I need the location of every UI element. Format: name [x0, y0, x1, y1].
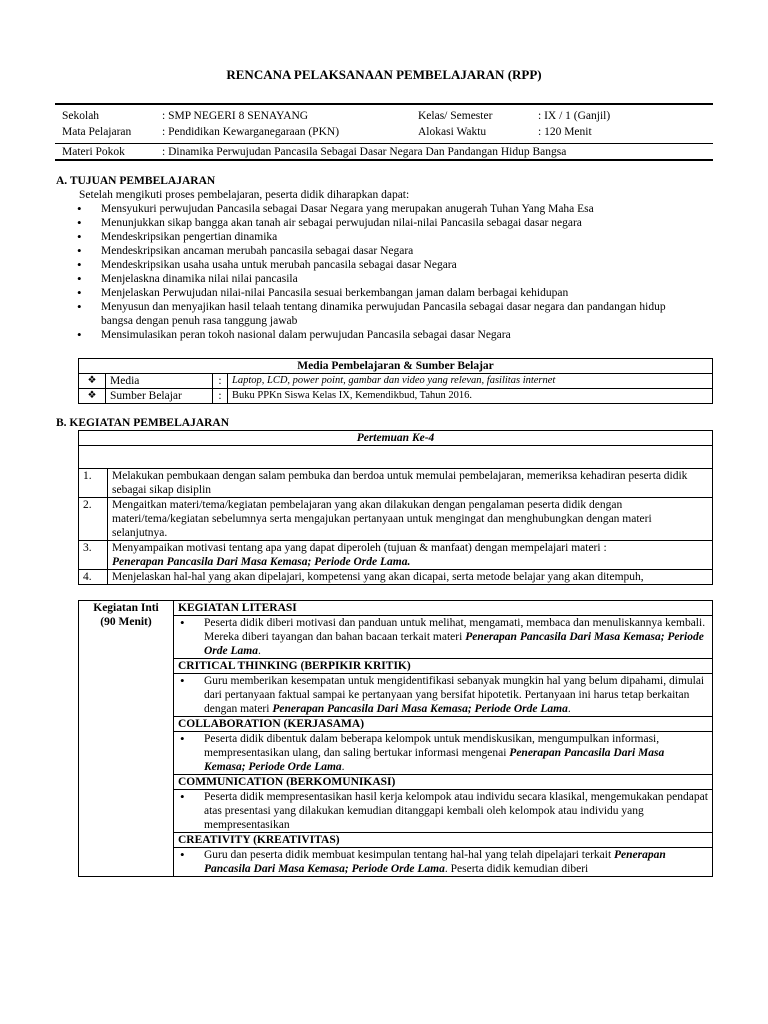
activity-heading: KEGIATAN LITERASI: [174, 601, 713, 616]
sumber-colon: :: [213, 389, 228, 404]
header-rule-top: [55, 103, 713, 105]
step-text-main: Menyampaikan motivasi tentang apa yang dapat diperoleh (tujuan & manfaat) dengan mempelajari materi :: [112, 542, 607, 554]
sekolah-label: Sekolah: [62, 110, 100, 122]
activity-body: [174, 674, 713, 717]
activity-emphasis: Penerapan Pancasila Dari Masa Kemasa; Periode Orde Lama: [272, 703, 568, 715]
activity-text: Guru dan peserta didik membuat kesimpulan tentang hal-hal yang telah dipelajari terkait: [204, 849, 615, 861]
materi-value: : Dinamika Perwujudan Pancasila Sebagai Dasar Negara Dan Pandangan Hidup Bangsa: [162, 146, 567, 158]
step-text: Mengaitkan materi/tema/kegiatan pembelajaran yang akan dilakukan dengan pengalaman peserta didik dengan materi/tema/kegiatan sebelumnya serta mengajukan pertanyaan untuk mengingat dan menghubungkan dengan materi selanjutnya.: [108, 498, 713, 541]
materi-label: Materi Pokok: [62, 146, 125, 158]
objectives-list: [79, 202, 699, 342]
objective-item: • Mendeskripsikan usaha usaha untuk merubah pancasila sebagai dasar Negara: [79, 258, 699, 272]
activity-heading: COLLABORATION (KERJASAMA): [174, 717, 713, 732]
sumber-label: Sumber Belajar: [106, 389, 213, 404]
step-text-emphasis: Penerapan Pancasila Dari Masa Kemasa; Periode Orde Lama.: [112, 556, 411, 568]
activity-emphasis: Penerapan Pancasila Dari Masa Kemasa; Periode Orde Lama: [204, 747, 665, 773]
activity-body: [174, 790, 713, 833]
header-rule-bottom: [55, 159, 713, 161]
sumber-value: Buku PPKn Siswa Kelas IX, Kemendikbud, Tahun 2016.: [228, 389, 713, 404]
media-table-header: Media Pembelajaran & Sumber Belajar: [79, 359, 713, 374]
kelas-label: Kelas/ Semester: [418, 110, 493, 122]
activity-body: [174, 732, 713, 775]
diamond-bullet-icon: ❖: [79, 389, 106, 404]
alokasi-value: : 120 Menit: [538, 126, 592, 138]
step-text: Melakukan pembukaan dengan salam pembuka dan berdoa untuk memulai pembelajaran, memeriksa kehadiran peserta didik sebagai sikap disiplin: [108, 469, 713, 498]
activity-text: Peserta didik mempresentasikan hasil kerja kelompok atau individu secara klasikal, mengemukakan pendapat atas presentasi yang dilakukan kemudian ditanggapi kembali oleh kelompok atau individu yang mempresentasikan: [204, 791, 708, 831]
step-text: [108, 541, 713, 570]
pertemuan-label: Pertemuan Ke-4: [79, 431, 713, 446]
alokasi-label: Alokasi Waktu: [418, 126, 487, 138]
section-a-intro: Setelah mengikuti proses pembelajaran, peserta didik diharapkan dapat:: [79, 189, 410, 201]
activity-heading: CRITICAL THINKING (BERPIKIR KRITIK): [174, 659, 713, 674]
diamond-bullet-icon: ❖: [79, 374, 106, 389]
step-number: 2.: [79, 498, 108, 541]
activity-text: Guru memberikan kesempatan untuk mengidentifikasi sebanyak mungkin hal yang belum dipahami, dimulai dari pertanyaan faktual sampai ke pertanyaan yang bersifat hipotetik. Pertanyaan ini harus tetap berkaitan dengan materi: [204, 675, 705, 715]
section-a-heading: A. TUJUAN PEMBELAJARAN: [56, 175, 216, 187]
step-number: 3.: [79, 541, 108, 570]
activity-tail: .: [257, 645, 261, 657]
sekolah-value: : SMP NEGERI 8 SENAYANG: [162, 110, 309, 122]
objective-item: • Mendeskripsikan ancaman merubah pancasila sebagai dasar Negara: [79, 244, 699, 258]
kegiatan-inti-table: [78, 600, 713, 877]
document-title: RENCANA PELAKSANAAN PEMBELAJARAN (RPP): [226, 67, 542, 82]
header-rule-mid: [55, 143, 713, 144]
kegiatan-inti-cell: [79, 601, 174, 877]
kegiatan-inti-label: Kegiatan Inti: [93, 602, 159, 614]
mapel-value: : Pendidikan Kewarganegaraan (PKN): [162, 126, 340, 138]
activity-emphasis: Penerapan Pancasila Dari Masa Kemasa; Periode Orde Lama: [204, 849, 666, 875]
activity-tail: .: [567, 703, 571, 715]
activity-text: Peserta didik diberi motivasi dan panduan untuk melihat, mengamati, membaca dan menuliskannya kembali. Mereka diberi tayangan dan bahan bacaan terkait materi: [204, 617, 706, 643]
activity-tail: .: [341, 761, 345, 773]
media-table: [78, 358, 713, 404]
objective-item: • Mensimulasikan peran tokoh nasional dalam perwujudan Pancasila sebagai dasar Negara: [79, 328, 699, 342]
activity-tail: . Peserta didik kemudian diberi: [444, 863, 589, 875]
objective-item: • Menunjukkan sikap bangga akan tanah air sebagai perwujudan nilai-nilai Pancasila sebagai dasar negara: [79, 216, 699, 230]
objective-item: • Menjelaskna dinamika nilai nilai pancasila: [79, 272, 699, 286]
step-number: 4.: [79, 570, 108, 585]
objective-item: • Menjelaskan Perwujudan nilai-nilai Pancasila sesuai berkembangan jaman dalam berbagai kehidupan: [79, 286, 699, 300]
activity-emphasis: Penerapan Pancasila Dari Masa Kemasa; Periode Orde Lama: [204, 631, 704, 657]
empty-row: [79, 446, 713, 469]
activity-body: [174, 616, 713, 659]
objective-item: • Mendeskripsikan pengertian dinamika: [79, 230, 699, 244]
objective-item: • Menyusun dan menyajikan hasil telaah tentang dinamika perwujudan Pancasila sebagai dasar negara dan pandangan hidup bangsa dengan penuh rasa tanggung jawab: [79, 300, 699, 328]
media-colon: :: [213, 374, 228, 389]
kelas-value: : IX / 1 (Ganjil): [538, 110, 611, 122]
mapel-label: Mata Pelajaran: [62, 126, 132, 138]
activity-text: Peserta didik dibentuk dalam beberapa kelompok untuk mendiskusikan, mengumpulkan informasi, mempresentasikan ulang, dan saling bertukar informasi mengenai: [204, 733, 660, 759]
media-value: Laptop, LCD, power point, gambar dan video yang relevan, fasilitas internet: [228, 374, 713, 389]
kegiatan-inti-duration: (90 Menit): [100, 616, 152, 628]
objective-item: • Mensyukuri perwujudan Pancasila sebagai Dasar Negara yang merupakan anugerah Tuhan Yang Maha Esa: [79, 202, 699, 216]
activity-heading: CREATIVITY (KREATIVITAS): [174, 833, 713, 848]
step-text: Menjelaskan hal-hal yang akan dipelajari, kompetensi yang akan dicapai, serta metode belajar yang akan ditempuh,: [108, 570, 713, 585]
section-b-heading: B. KEGIATAN PEMBELAJARAN: [56, 417, 230, 429]
activity-heading: COMMUNICATION (BERKOMUNIKASI): [174, 775, 713, 790]
pendahuluan-table: [78, 430, 713, 585]
media-label: Media: [106, 374, 213, 389]
activity-body: [174, 848, 713, 877]
step-number: 1.: [79, 469, 108, 498]
